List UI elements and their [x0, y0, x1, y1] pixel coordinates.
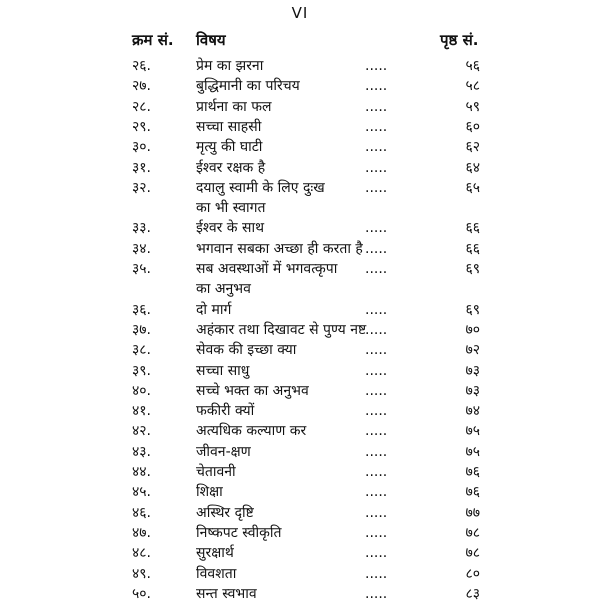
- topic-title: चेतावनी: [196, 464, 236, 480]
- list-item: [0, 56, 600, 77]
- serial-number: २९.: [132, 118, 152, 135]
- list-item: [0, 584, 600, 605]
- page-number: ६२: [465, 139, 480, 156]
- leader-dots: .....: [365, 240, 388, 257]
- leader-dots: .....: [365, 321, 388, 338]
- topic-title: सच्चा साहसी: [196, 118, 262, 135]
- topic-title: विवशता: [196, 565, 237, 582]
- page-number: ६५: [465, 179, 480, 196]
- list-item: [0, 462, 600, 483]
- list-item: [0, 259, 600, 280]
- list-item: [0, 543, 600, 564]
- topic-title: प्रार्थना का फल: [196, 98, 272, 115]
- list-item: [0, 340, 600, 361]
- page-number: ७८: [465, 545, 480, 562]
- page-number: ५६: [465, 58, 480, 74]
- leader-dots: .....: [365, 98, 388, 115]
- page-number: ७३: [465, 382, 480, 399]
- page-number: ७५: [465, 423, 480, 440]
- serial-number: ४९.: [132, 565, 152, 582]
- page-numeral: VI: [291, 4, 309, 22]
- leader-dots: .....: [365, 261, 388, 277]
- leader-dots: .....: [365, 585, 388, 602]
- leader-dots: .....: [365, 220, 388, 237]
- topic-title: ईश्वर के साथ: [196, 220, 265, 237]
- list-item: [0, 523, 600, 544]
- topic-title: दो मार्ग: [196, 301, 232, 318]
- topic-title: सब अवस्थाओं में भगवत्कृपा: [196, 261, 338, 277]
- list-item: [0, 97, 600, 118]
- topic-title: का भी स्वागत: [196, 200, 266, 217]
- table-header: [0, 30, 600, 54]
- topic-title: अस्थिर दृष्टि: [196, 504, 254, 521]
- leader-dots: .....: [365, 179, 388, 196]
- serial-number: ४०.: [132, 382, 152, 399]
- leader-dots: .....: [365, 362, 388, 379]
- serial-number: ४८.: [132, 545, 152, 562]
- page-number: ६६: [465, 240, 480, 257]
- header-page-number: पृष्ठ सं.: [440, 31, 479, 49]
- page-number: ७४: [465, 403, 480, 420]
- page-number: ८३: [465, 585, 480, 602]
- page-number: ७८: [465, 524, 480, 541]
- serial-number: ३८.: [132, 342, 152, 359]
- list-item: [0, 279, 600, 300]
- topic-title: शिक्षा: [196, 484, 223, 501]
- leader-dots: .....: [365, 464, 388, 480]
- page-number: ५९: [465, 98, 480, 115]
- serial-number: २७.: [132, 78, 152, 95]
- serial-number: ३१.: [132, 159, 152, 176]
- serial-number: २८.: [132, 98, 152, 115]
- serial-number: ४६.: [132, 504, 152, 521]
- serial-number: ४२.: [132, 423, 152, 440]
- page-number: ५८: [465, 78, 480, 95]
- list-item: [0, 421, 600, 442]
- list-item: [0, 239, 600, 260]
- leader-dots: .....: [365, 118, 388, 135]
- page-number: ७७: [465, 504, 480, 521]
- leader-dots: .....: [365, 504, 388, 521]
- leader-dots: .....: [365, 342, 388, 359]
- list-item: [0, 218, 600, 239]
- list-item: [0, 158, 600, 179]
- topic-title: सच्चे भक्त का अनुभव: [196, 382, 309, 399]
- leader-dots: .....: [365, 301, 388, 318]
- topic-title: सेवक की इच्छा क्या: [196, 342, 297, 359]
- serial-number: ३५.: [132, 261, 152, 277]
- leader-dots: .....: [365, 565, 388, 582]
- topic-title: फकीरी क्यों: [196, 403, 255, 420]
- leader-dots: .....: [365, 423, 388, 440]
- list-item: [0, 320, 600, 341]
- leader-dots: .....: [365, 159, 388, 176]
- page-number: ६६: [465, 220, 480, 237]
- leader-dots: .....: [365, 484, 388, 501]
- page-number: ६९: [465, 261, 480, 277]
- topic-title: अहंकार तथा दिखावट से पुण्य नष्ट: [196, 321, 367, 338]
- header-serial-number: क्रम सं.: [132, 31, 174, 49]
- serial-number: ४३.: [132, 443, 152, 460]
- topic-title: मृत्यु की घाटी: [196, 139, 263, 156]
- serial-number: ३७.: [132, 321, 152, 338]
- topic-title: ईश्वर रक्षक है: [196, 159, 266, 176]
- page-number: ६०: [465, 118, 480, 135]
- list-item: [0, 381, 600, 402]
- serial-number: ४७.: [132, 524, 152, 541]
- topic-title: सच्चा साधु: [196, 362, 250, 379]
- page-number: ७६: [465, 484, 480, 501]
- serial-number: ३६.: [132, 301, 152, 318]
- list-item: [0, 564, 600, 585]
- page-number: ६४: [465, 159, 480, 176]
- topic-title: का अनुभव: [196, 281, 251, 298]
- list-item: [0, 198, 600, 219]
- page-number: ७०: [465, 321, 480, 338]
- list-item: [0, 401, 600, 422]
- topic-title: दयालु स्वामी के लिए दुःख: [196, 179, 325, 196]
- topic-title: निष्कपट स्वीकृति: [196, 524, 282, 541]
- topic-title: बुद्धिमानी का परिचय: [196, 78, 300, 95]
- leader-dots: .....: [365, 382, 388, 399]
- topic-title: सुरक्षार्थ: [196, 545, 234, 562]
- list-item: [0, 482, 600, 503]
- serial-number: ४४.: [132, 464, 152, 480]
- list-item: [0, 300, 600, 321]
- leader-dots: .....: [365, 443, 388, 460]
- page-number: ६९: [465, 301, 480, 318]
- serial-number: ३२.: [132, 179, 152, 196]
- page-number: ७२: [465, 342, 480, 359]
- list-item: [0, 503, 600, 524]
- topic-title: जीवन-क्षण: [196, 443, 251, 460]
- serial-number: ३४.: [132, 240, 152, 257]
- list-item: [0, 117, 600, 138]
- leader-dots: .....: [365, 139, 388, 156]
- serial-number: ४५.: [132, 484, 152, 501]
- page-number: ८०: [465, 565, 480, 582]
- page-number: ७६: [465, 464, 480, 480]
- leader-dots: .....: [365, 545, 388, 562]
- list-item: [0, 76, 600, 97]
- topic-title: अत्यधिक कल्याण कर: [196, 423, 307, 440]
- page-number: ७५: [465, 443, 480, 460]
- topic-title: भगवान सबका अच्छा ही करता है: [196, 240, 363, 257]
- serial-number: ४१.: [132, 403, 152, 420]
- topic-title: प्रेम का झरना: [196, 58, 264, 74]
- serial-number: ५०.: [132, 585, 152, 602]
- list-item: [0, 178, 600, 199]
- leader-dots: .....: [365, 403, 388, 420]
- leader-dots: .....: [365, 78, 388, 95]
- header-topic: विषय: [196, 31, 226, 49]
- serial-number: ३३.: [132, 220, 152, 237]
- leader-dots: .....: [365, 58, 388, 74]
- list-item: [0, 137, 600, 158]
- serial-number: २६.: [132, 58, 152, 74]
- serial-number: ३९.: [132, 362, 152, 379]
- serial-number: ३०.: [132, 139, 152, 156]
- topic-title: सन्त स्वभाव: [196, 585, 257, 602]
- list-item: [0, 361, 600, 382]
- list-item: [0, 442, 600, 463]
- page-number: ७३: [465, 362, 480, 379]
- leader-dots: .....: [365, 524, 388, 541]
